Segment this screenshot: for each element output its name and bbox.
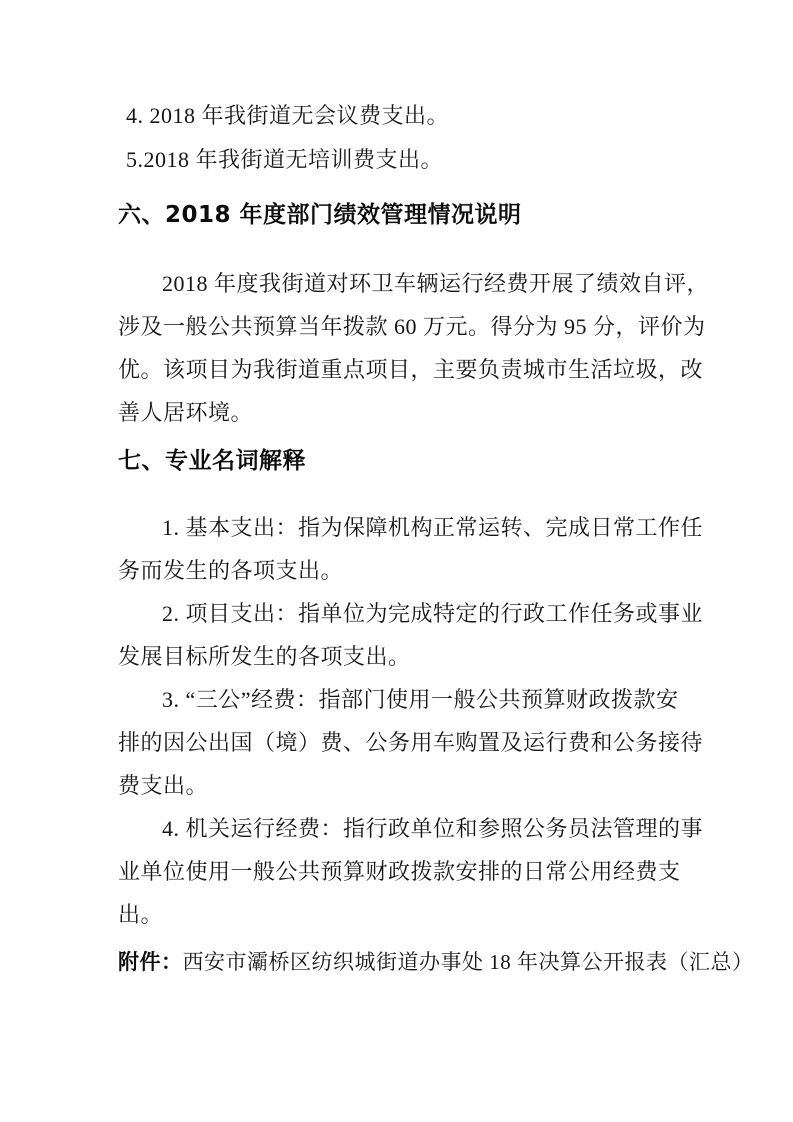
text-line: 务而发生的各项支出。 [118, 558, 344, 583]
text-line: 排的因公出国（境）费、公务用车购置及运行费和公务接待 [118, 730, 704, 755]
text-line: 1. 基本支出：指为保障机构正常运转、完成日常工作任 [162, 515, 704, 540]
section-7-heading: 七、专业名词解释 [118, 448, 306, 474]
text-line: 业单位使用一般公共预算财政拨款安排的日常公用经费支 [118, 859, 681, 884]
text-line-no-training-expense: 5.2018 年我街道无培训费支出。 [126, 147, 444, 172]
text-line-no-meeting-expense: 4. 2018 年我街道无会议费支出。 [126, 103, 450, 128]
text-line: 2. 项目支出：指单位为完成特定的行政工作任务或事业 [162, 601, 704, 626]
section-6-heading: 六、2018 年度部门绩效管理情况说明 [118, 202, 522, 228]
text-line: 发展目标所发生的各项支出。 [118, 644, 411, 669]
intro-paragraph [118, 94, 677, 182]
attachment-text: 西安市灞桥区纺织城街道办事处 18 年决算公开报表（汇总） [182, 950, 754, 974]
terms-list [118, 506, 704, 936]
text-line: 2018 年度我街道对环卫车辆运行经费开展了绩效自评， [162, 271, 710, 296]
term-agency-operating-funds [118, 807, 704, 936]
attachment-label: 附件： [118, 950, 183, 974]
attachment-line [118, 944, 754, 980]
text-line: 善人居环境。 [118, 400, 254, 425]
term-project-expenditure [118, 592, 704, 678]
text-line: 3. “三公”经费：指部门使用一般公共预算财政拨款安 [162, 687, 679, 712]
term-three-public-funds [118, 678, 704, 807]
text-line: 4. 机关运行经费：指行政单位和参照公务员法管理的事 [162, 816, 704, 841]
term-basic-expenditure [118, 506, 704, 592]
text-line: 出。 [118, 902, 164, 927]
section-6-paragraph [118, 262, 710, 434]
text-line: 涉及一般公共预算当年拨款 60 万元。得分为 95 分，评价为 [118, 314, 706, 339]
text-line: 优。该项目为我街道重点项目，主要负责城市生活垃圾，改 [118, 357, 704, 382]
text-line: 费支出。 [118, 773, 209, 798]
